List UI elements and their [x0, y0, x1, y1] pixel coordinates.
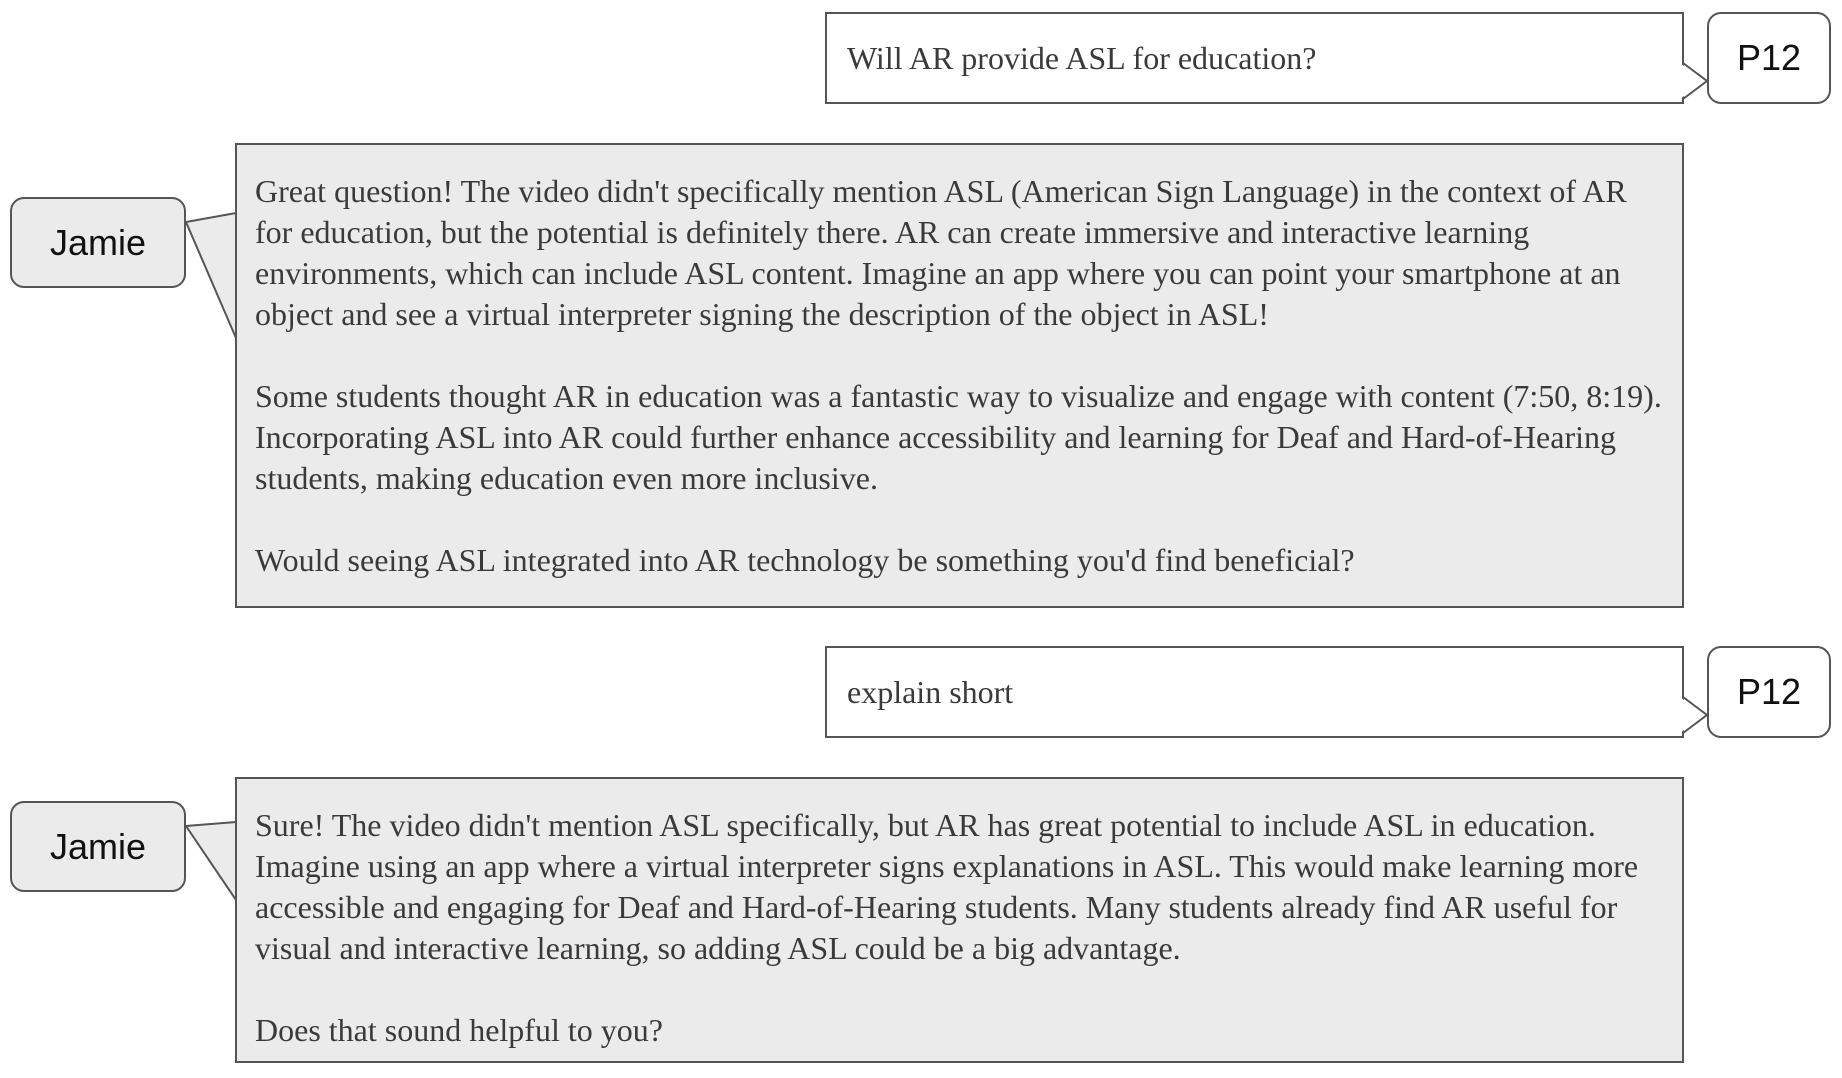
- message-text: explain short: [847, 673, 1014, 710]
- message-paragraph: Some students thought AR in education was a fantastic way to visualize and engage with content (7:50, 8:19). Incorporating ASL into AR could further enhance accessibility and learning for Deaf and Hard-of-Hearing students, making education even more inclusive.: [255, 378, 1662, 496]
- speaker-label-p12: P12: [1707, 646, 1831, 738]
- speaker-label-jamie: Jamie: [10, 197, 186, 288]
- message-paragraph: Does that sound helpful to you?: [255, 1012, 663, 1048]
- message-paragraph: Sure! The video didn't mention ASL specifically, but AR has great potential to include ASL in education. Imagine using an app where a virtual interpreter signs explanations in ASL. This would make learning more accessible and engaging for Deaf and Hard-of-Hearing students. Many students already find AR useful for visual and interactive learning, so adding ASL could be a big advantage.: [255, 807, 1639, 966]
- speaker-label-p12: P12: [1707, 12, 1831, 104]
- bot-message-bubble: [235, 777, 1684, 1063]
- speaker-label-jamie: Jamie: [10, 801, 186, 892]
- message-text: Will AR provide ASL for education?: [847, 39, 1317, 76]
- message-paragraph: Great question! The video didn't specifically mention ASL (American Sign Language) in the context of AR for education, but the potential is definitely there. AR can create immersive and interactive learning environments, which can include ASL content. Imagine an app where you can point your smartphone at an object and see a virtual interpreter signing the description of the object in ASL!: [255, 173, 1627, 332]
- message-paragraph: Would seeing ASL integrated into AR technology be something you'd find beneficial?: [255, 542, 1355, 578]
